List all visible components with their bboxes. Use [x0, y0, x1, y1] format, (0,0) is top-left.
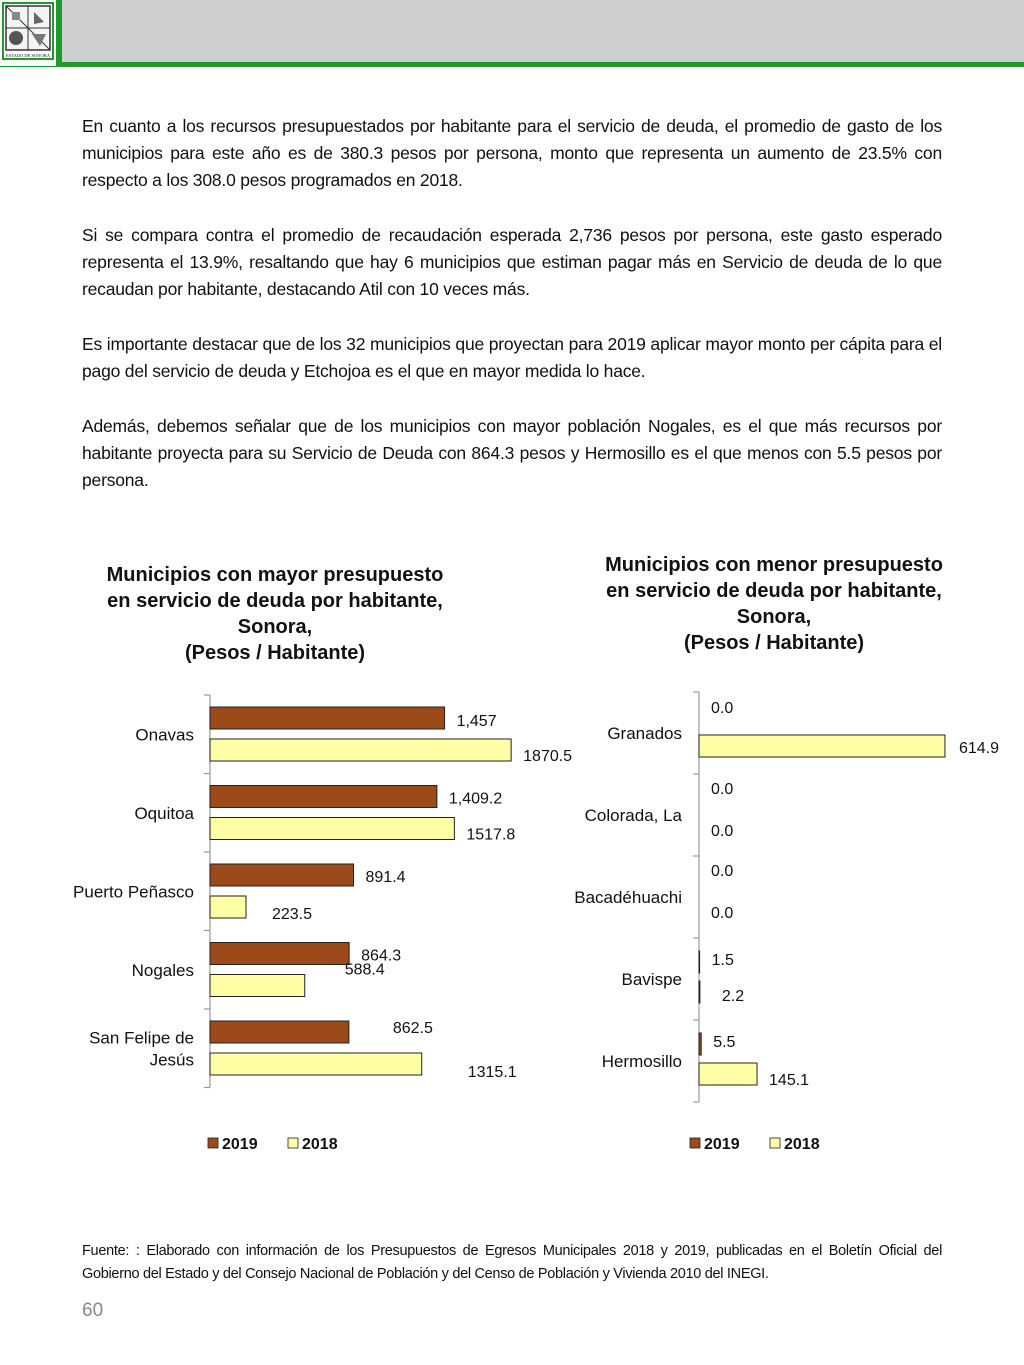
bar-2018	[699, 1063, 757, 1085]
bar-2018	[699, 735, 945, 757]
data-label-2019: 1,457	[456, 713, 497, 730]
bar-2018	[210, 1053, 422, 1075]
chart-2-title-line: Sonora,	[736, 606, 812, 628]
chart-2-title	[560, 552, 988, 656]
data-label-2018: 614.9	[958, 740, 1000, 757]
bar-2018	[210, 975, 305, 997]
data-label-2019: 5.5	[713, 1034, 736, 1051]
bar-2018	[210, 896, 246, 918]
chart-1-title-line: Municipios con mayor presupuesto	[106, 564, 444, 586]
category-label: Hermosillo	[601, 1052, 682, 1071]
source-footnote: Fuente: : Elaborado con información de los Presupuestos de Egresos Municipales 2018 y 2019, publicadas en el Boletín Oficial del Gobierno del Estado y del Consejo Nacional de Población y del Censo de Población y Vivienda 2010 del INEGI.	[82, 1243, 942, 1282]
legend-label-2019: 2019	[222, 1136, 258, 1153]
paragraph-2: Si se compara contra el promedio de recaudación esperada 2,736 pesos por persona, este gasto esperado representa el 13.9%, resaltando que hay 6 municipios que estiman pagar más en Servicio de deuda de lo que recaudan por habitante, destacando Atil con 10 veces más.	[82, 225, 942, 299]
data-label-2018: 1315.1	[467, 1064, 517, 1081]
header-accent-line	[0, 62, 1024, 67]
data-label-2019: 0.0	[711, 781, 734, 798]
category-label: Colorada, La	[584, 806, 682, 825]
data-label-2019: 864.3	[361, 947, 402, 965]
chart-1-title-line: Sonora,	[237, 616, 313, 638]
category-label: Onavas	[135, 725, 194, 745]
data-label-2018: 0.0	[711, 905, 734, 922]
data-label-2019: 891.4	[365, 869, 406, 886]
legend-swatch-2019	[208, 1138, 218, 1148]
bar-2019	[210, 943, 349, 965]
logo-frame	[2, 2, 54, 60]
bar-2019	[699, 1033, 701, 1055]
data-label-2019: 1.5	[711, 952, 734, 969]
legend-label-2018: 2018	[784, 1136, 820, 1153]
bar-2018	[210, 818, 454, 840]
paragraph-1: En cuanto a los recursos presupuestados por habitante para el servicio de deuda, el promedio de gasto de los municipios para este año es de 380.3 pesos por persona, monto que representa un aumento de 23.5% con respecto a los 308.0 pesos programados en 2018.	[82, 116, 942, 190]
category-label: Jesús	[149, 1050, 194, 1070]
category-label: Puerto Peñasco	[73, 882, 194, 902]
category-label: Oquitoa	[134, 803, 194, 823]
bar-2018	[699, 981, 700, 1003]
bar-2019	[210, 864, 354, 886]
chart-1-title-line: (Pesos / Habitante)	[184, 642, 366, 664]
data-label-2019: 862.5	[392, 1020, 433, 1037]
chart-1-title	[60, 562, 490, 666]
sonora-coat-of-arms-icon	[4, 4, 52, 58]
legend-swatch-2018	[770, 1138, 780, 1148]
bar-2019	[699, 951, 700, 973]
legend-swatch-2018	[288, 1138, 298, 1148]
data-label-2018: 223.5	[271, 906, 313, 923]
bar-2019	[210, 707, 445, 729]
page-number: 60	[82, 1300, 104, 1321]
category-label: Bavispe	[621, 970, 682, 989]
data-label-2018: 1517.8	[466, 826, 516, 844]
bar-2019	[210, 1021, 349, 1043]
data-label-2019: 1,409.2	[448, 790, 503, 808]
data-label-2018: 0.0	[711, 823, 734, 840]
logo-caption: ESTADO DE SONORA	[5, 53, 51, 58]
bar-2019	[210, 786, 437, 808]
data-label-2018: 588.4	[344, 961, 385, 979]
chart-2-title-line: Municipios con menor presupuesto	[605, 554, 943, 576]
bar-2018	[210, 739, 511, 761]
data-label-2018: 145.1	[769, 1072, 810, 1089]
chart-1-title-line: en servicio de deuda por habitante,	[107, 590, 443, 612]
paragraph-3: Es importante destacar que de los 32 municipios que proyectan para 2019 aplicar mayor monto per cápita para el pago del servicio de deuda y Etchojoa es el que en mayor medida lo hace.	[82, 334, 942, 381]
logo-divider	[56, 0, 62, 66]
chart-menor-presupuesto	[520, 680, 1020, 1180]
category-label: Granados	[607, 724, 682, 743]
chart-2-title-line: en servicio de deuda por habitante,	[606, 580, 942, 602]
data-label-2018: 2.2	[721, 988, 745, 1005]
category-label: Bacadéhuachi	[574, 888, 682, 907]
legend-label-2019: 2019	[704, 1136, 740, 1153]
state-logo	[0, 0, 62, 66]
legend-label-2018: 2018	[302, 1136, 338, 1153]
chart-mayor-presupuesto	[0, 680, 573, 1180]
category-label: San Felipe de	[89, 1028, 194, 1048]
data-label-2019: 0.0	[711, 700, 734, 717]
data-label-2018: 1870.5	[523, 748, 573, 765]
chart-2-title-line: (Pesos / Habitante)	[683, 632, 865, 654]
page-header	[0, 0, 1024, 66]
paragraph-4: Además, debemos señalar que de los municipios con mayor población Nogales, es el que más recursos por habitante proyecta para su Servicio de Deuda con 864.3 pesos y Hermosillo es el que menos con 5.5 pesos por persona.	[82, 416, 942, 490]
legend-swatch-2019	[690, 1138, 700, 1148]
category-label: Nogales	[131, 960, 194, 980]
data-label-2019: 0.0	[711, 863, 734, 880]
